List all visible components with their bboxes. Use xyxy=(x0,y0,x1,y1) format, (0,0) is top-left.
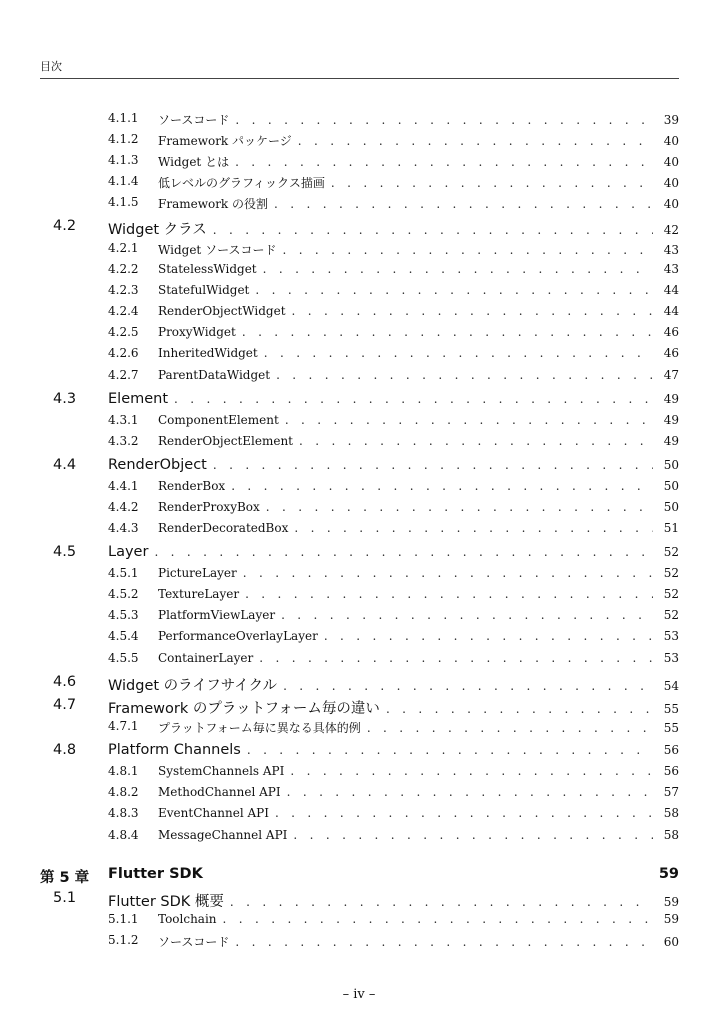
toc-entry[interactable] xyxy=(0,391,718,411)
toc-entry-page: 52 xyxy=(663,608,679,622)
toc-entry-page: 47 xyxy=(663,368,679,382)
toc-entry[interactable] xyxy=(0,368,718,388)
toc-entry-number: 4.2.2 xyxy=(108,262,139,276)
toc-entry-number: 4.8.1 xyxy=(108,764,139,778)
toc-entry-title: RenderObjectElement xyxy=(158,434,293,448)
toc-entry-number: 4.5 xyxy=(53,544,77,560)
toc-entry[interactable] xyxy=(0,785,718,805)
toc-entry-title: Toolchain xyxy=(158,912,217,926)
toc-entry[interactable] xyxy=(0,587,718,607)
toc-entry[interactable] xyxy=(0,500,718,520)
toc-entry[interactable] xyxy=(0,325,718,345)
toc-entry-title: RenderObjectWidget xyxy=(158,304,286,318)
dot-leader xyxy=(293,828,653,842)
toc-entry-number: 第 5 章 xyxy=(40,870,90,886)
toc-entry-number: 4.1.5 xyxy=(108,195,139,209)
dot-leader xyxy=(263,262,653,276)
toc-entry-title: ProxyWidget xyxy=(158,325,236,339)
toc-entry-page: 46 xyxy=(663,346,679,360)
toc-entry-page: 43 xyxy=(663,262,679,276)
running-header-title: 目次 xyxy=(40,60,62,73)
toc-entry-number: 4.5.4 xyxy=(108,629,139,643)
dot-leader xyxy=(213,223,653,237)
toc-entry-page: 42 xyxy=(663,223,679,237)
toc-entry-number: 4.2.1 xyxy=(108,241,139,255)
toc-entry[interactable] xyxy=(0,566,718,586)
toc-entry-number: 4.2.5 xyxy=(108,325,139,339)
toc-entry-number: 4.8.3 xyxy=(108,806,139,820)
toc-entry-number: 4.3 xyxy=(53,391,77,407)
toc-entry[interactable] xyxy=(0,174,718,194)
toc-entry[interactable] xyxy=(0,413,718,433)
toc-entry-page: 40 xyxy=(663,155,679,169)
toc-entry-title: ソースコード xyxy=(158,935,230,949)
toc-entry-title: Framework パッケージ xyxy=(158,134,292,148)
toc-entry-title: 低レベルのグラフィックス描画 xyxy=(158,176,325,190)
toc-entry-page: 44 xyxy=(663,304,679,318)
toc-entry-title: EventChannel API xyxy=(158,806,269,820)
toc-entry-number: 4.8.2 xyxy=(108,785,139,799)
toc-entry-number: 5.1.2 xyxy=(108,933,139,947)
toc-entry-number: 4.1.1 xyxy=(108,111,139,125)
toc-entry-number: 4.5.5 xyxy=(108,651,139,665)
toc-entry[interactable] xyxy=(0,764,718,784)
toc-entry[interactable] xyxy=(0,304,718,324)
toc-entry[interactable] xyxy=(0,608,718,628)
dot-leader xyxy=(331,176,653,190)
toc-entry[interactable] xyxy=(0,629,718,649)
page-number: – iv – xyxy=(342,987,376,1002)
dot-leader xyxy=(235,935,653,949)
toc-entry-title: RenderBox xyxy=(158,479,226,493)
toc-entry-number: 5.1 xyxy=(53,890,77,906)
toc-entry-page: 58 xyxy=(663,828,679,842)
dot-leader xyxy=(235,155,653,169)
toc-entry-number: 4.7 xyxy=(53,697,77,713)
toc-entry-page: 54 xyxy=(663,679,679,693)
toc-entry-page: 59 xyxy=(663,912,679,926)
toc-entry-page: 60 xyxy=(663,935,679,949)
dot-leader xyxy=(283,679,653,693)
toc-entry[interactable] xyxy=(0,346,718,366)
dot-leader xyxy=(259,651,653,665)
toc-entry-number: 4.6 xyxy=(53,674,77,690)
toc-entry-page: 49 xyxy=(663,392,679,406)
toc-entry-number: 4.4.2 xyxy=(108,500,139,514)
toc-entry-title: Widget ソースコード xyxy=(158,243,277,257)
dot-leader xyxy=(235,113,653,127)
toc-entry-title: PerformanceOverlayLayer xyxy=(158,629,318,643)
dot-leader xyxy=(285,413,653,427)
toc-entry-page: 55 xyxy=(663,702,679,716)
toc-entry-page: 49 xyxy=(663,413,679,427)
toc-entry[interactable] xyxy=(0,241,718,261)
toc-entry-title: RenderObject xyxy=(108,457,207,473)
toc-entry-title: ソースコード xyxy=(158,113,230,127)
dot-leader xyxy=(213,458,653,472)
dot-leader xyxy=(275,806,653,820)
toc-entry-title: Framework の役割 xyxy=(158,197,269,211)
toc-entry-number: 4.7.1 xyxy=(108,719,139,733)
dot-leader xyxy=(324,629,653,643)
toc-entry-number: 4.3.2 xyxy=(108,434,139,448)
toc-entry-page: 52 xyxy=(663,566,679,580)
toc-entry-page: 40 xyxy=(663,134,679,148)
toc-entry-page: 59 xyxy=(658,866,679,882)
toc-entry-page: 43 xyxy=(663,243,679,257)
dot-leader xyxy=(242,325,653,339)
toc-entry[interactable] xyxy=(0,742,718,762)
toc-entry-page: 40 xyxy=(663,197,679,211)
toc-entry-page: 56 xyxy=(663,743,679,757)
toc-entry-number: 4.5.1 xyxy=(108,566,139,580)
toc-entry[interactable] xyxy=(0,434,718,454)
toc-entry-title: TextureLayer xyxy=(158,587,240,601)
toc-entry-title: Widget クラス xyxy=(108,222,207,238)
toc-entry-number: 4.4.3 xyxy=(108,521,139,535)
toc-entry-page: 53 xyxy=(663,651,679,665)
toc-entry-number: 4.1.4 xyxy=(108,174,139,188)
dot-leader xyxy=(245,587,653,601)
toc-entry-page: 52 xyxy=(663,587,679,601)
toc-entry[interactable] xyxy=(0,719,718,739)
toc-entry-number: 4.8.4 xyxy=(108,828,139,842)
toc-entry-page: 53 xyxy=(663,629,679,643)
dot-leader xyxy=(247,743,653,757)
toc-entry-title: ParentDataWidget xyxy=(158,368,271,382)
dot-leader xyxy=(290,764,653,778)
toc-entry[interactable] xyxy=(0,479,718,499)
dot-leader xyxy=(264,346,653,360)
toc-entry-page: 49 xyxy=(663,434,679,448)
toc-entry[interactable] xyxy=(0,153,718,173)
toc-entry[interactable] xyxy=(0,132,718,152)
toc-entry-title: Flutter SDK 概要 xyxy=(108,894,224,910)
toc-entry[interactable] xyxy=(0,828,718,848)
toc-entry-title: ComponentElement xyxy=(158,413,279,427)
dot-leader xyxy=(243,566,653,580)
toc-entry-number: 4.5.3 xyxy=(108,608,139,622)
toc-entry-title: InheritedWidget xyxy=(158,346,258,360)
dot-leader xyxy=(154,545,653,559)
toc-entry-page: 57 xyxy=(663,785,679,799)
dot-leader xyxy=(231,479,653,493)
toc-entry-title: Framework のプラットフォーム毎の違い xyxy=(108,701,380,717)
toc-entry-title: Element xyxy=(108,391,169,407)
toc-entry-number: 4.2.6 xyxy=(108,346,139,360)
dot-leader xyxy=(367,721,653,735)
toc-entry-page: 44 xyxy=(663,283,679,297)
toc-entry[interactable] xyxy=(0,674,718,694)
toc-entry-page: 51 xyxy=(663,521,679,535)
dot-leader xyxy=(386,702,653,716)
toc-entry-title: MessageChannel API xyxy=(158,828,288,842)
toc-entry[interactable] xyxy=(0,111,718,131)
toc-entry-number: 4.2.3 xyxy=(108,283,139,297)
dot-leader xyxy=(276,368,653,382)
dot-leader xyxy=(282,243,653,257)
toc-entry[interactable] xyxy=(0,697,718,717)
toc-entry-number: 4.4.1 xyxy=(108,479,139,493)
toc-entry-title: StatelessWidget xyxy=(158,262,257,276)
toc-entry-title: Platform Channels xyxy=(108,742,241,758)
toc-entry-page: 59 xyxy=(663,895,679,909)
toc-entry-number: 4.4 xyxy=(53,457,77,473)
toc-entry[interactable] xyxy=(0,262,718,282)
toc-entry-title: Widget のライフサイクル xyxy=(108,678,278,694)
toc-entry-number: 4.1.3 xyxy=(108,153,139,167)
dot-leader xyxy=(274,197,653,211)
toc-entry-page: 50 xyxy=(663,500,679,514)
toc-entry-number: 4.2.4 xyxy=(108,304,139,318)
dot-leader xyxy=(255,283,653,297)
dot-leader xyxy=(292,304,653,318)
toc-entry-title: PictureLayer xyxy=(158,566,237,580)
toc-entry-page: 52 xyxy=(663,545,679,559)
dot-leader xyxy=(299,434,653,448)
toc-entry-title: RenderProxyBox xyxy=(158,500,260,514)
toc-entry[interactable] xyxy=(0,933,718,953)
dot-leader xyxy=(294,521,653,535)
toc-entry[interactable] xyxy=(0,544,718,564)
dot-leader xyxy=(230,895,653,909)
toc-entry-title: Layer xyxy=(108,544,149,560)
toc-entry-title: PlatformViewLayer xyxy=(158,608,276,622)
toc-entry-number: 4.1.2 xyxy=(108,132,139,146)
toc-entry-number: 4.5.2 xyxy=(108,587,139,601)
dot-leader xyxy=(287,785,653,799)
toc-entry-number: 5.1.1 xyxy=(108,912,139,926)
toc-entry-number: 4.8 xyxy=(53,742,77,758)
dot-leader xyxy=(174,392,653,406)
toc-entry-title: MethodChannel API xyxy=(158,785,281,799)
toc-entry-page: 50 xyxy=(663,458,679,472)
dot-leader xyxy=(298,134,653,148)
toc-entry-title: Flutter SDK xyxy=(108,866,203,882)
toc-entry-title: SystemChannels API xyxy=(158,764,285,778)
toc-entry[interactable] xyxy=(0,866,718,886)
toc-entry-title: StatefulWidget xyxy=(158,283,250,297)
toc-entry-page: 46 xyxy=(663,325,679,339)
toc-entry[interactable] xyxy=(0,912,718,932)
toc-entry[interactable] xyxy=(0,457,718,477)
toc-entry-title: Widget とは xyxy=(158,155,230,169)
toc-entry-number: 4.2 xyxy=(53,218,77,234)
toc-entry-page: 40 xyxy=(663,176,679,190)
dot-leader xyxy=(266,500,653,514)
toc-entry-page: 50 xyxy=(663,479,679,493)
toc-entry[interactable] xyxy=(0,521,718,541)
toc-entry-number: 4.2.7 xyxy=(108,368,139,382)
toc-entry-page: 55 xyxy=(663,721,679,735)
toc-entry[interactable] xyxy=(0,651,718,671)
toc-entry-title: プラットフォーム毎に異なる具体的例 xyxy=(158,721,361,735)
toc-entry-page: 56 xyxy=(663,764,679,778)
toc-entry[interactable] xyxy=(0,890,718,910)
toc-entry[interactable] xyxy=(0,218,718,238)
toc-entry[interactable] xyxy=(0,195,718,215)
toc-entry-title: ContainerLayer xyxy=(158,651,254,665)
toc-entry-number: 4.3.1 xyxy=(108,413,139,427)
toc-entry[interactable] xyxy=(0,283,718,303)
toc-entry-page: 39 xyxy=(663,113,679,127)
toc-entry-title: RenderDecoratedBox xyxy=(158,521,289,535)
dot-leader xyxy=(223,912,653,926)
toc-entry[interactable] xyxy=(0,806,718,826)
dot-leader xyxy=(281,608,653,622)
toc-entry-page: 58 xyxy=(663,806,679,820)
